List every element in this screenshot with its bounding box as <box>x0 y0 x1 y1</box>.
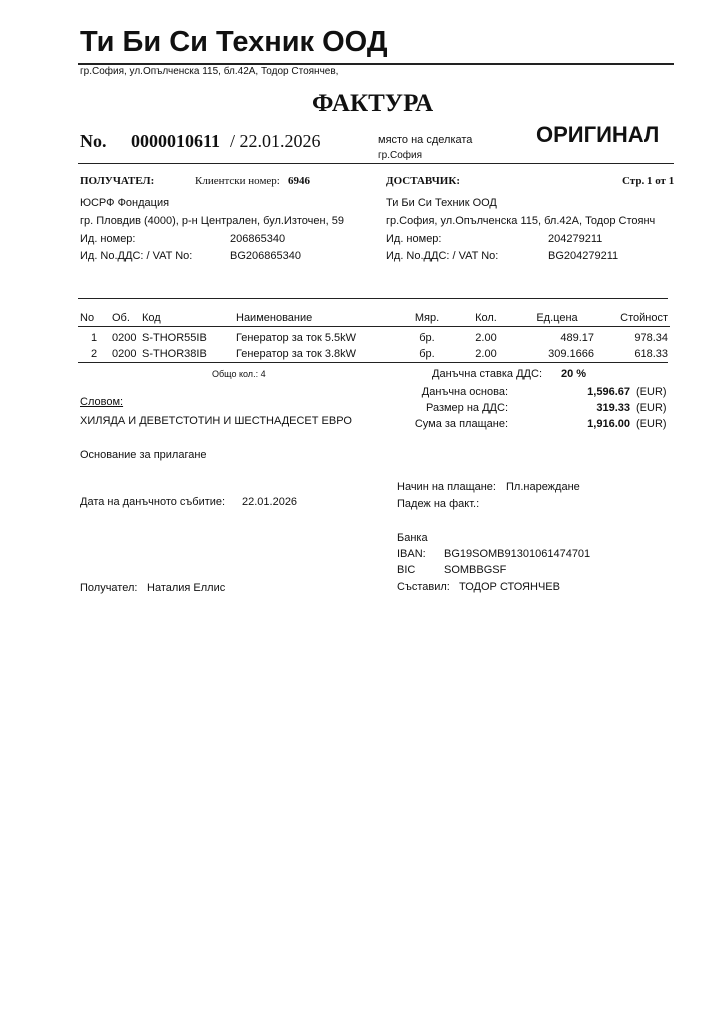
words-label: Словом: <box>80 396 124 408</box>
signature-author-label: Съставил: <box>397 581 450 593</box>
number-label: No. <box>80 131 107 151</box>
payment-method: Пл.нареждане <box>506 481 580 493</box>
tax-event-label: Дата на данъчното събитие: <box>80 496 226 508</box>
signature-recipient-label: Получател: <box>80 582 138 594</box>
tax-base: 1,596.67 <box>587 386 630 398</box>
recipient-vat-label: Ид. No.ДДС: / VAT No: <box>80 250 193 262</box>
bic: SOMBBGSF <box>444 564 507 576</box>
signature-recipient: Наталия Еллис <box>147 582 226 594</box>
recipient-address: гр. Пловдив (4000), р-н Централен, бул.Източен, 59 <box>80 215 344 227</box>
due-date-label: Падеж на факт.: <box>397 498 480 510</box>
total-quantity: Общо кол.: 4 <box>212 369 266 379</box>
row-total: 978.34 <box>634 332 668 344</box>
header-divider <box>78 63 674 65</box>
recipient-id-label: Ид. номер: <box>80 233 136 245</box>
row-ob: 0200 <box>112 348 137 360</box>
supplier-vat: BG204279211 <box>548 250 619 262</box>
tax-base-label: Данъчна основа: <box>421 386 508 398</box>
row-no: 1 <box>90 332 98 344</box>
currency-vat: (EUR) <box>636 402 667 414</box>
place-label: място на сделката <box>378 134 473 146</box>
table-row <box>78 330 670 346</box>
row-code: S-THOR38IB <box>142 348 207 360</box>
bic-label: BIC <box>397 564 416 576</box>
bank-label: Банка <box>397 532 428 544</box>
iban: BG19SOMB91301061474701 <box>444 548 591 560</box>
tax-event-date: 22.01.2026 <box>242 496 298 508</box>
row-unit: бр. <box>419 332 435 344</box>
total-sum: 1,916.00 <box>587 418 630 430</box>
col-ob: Об. <box>112 312 130 324</box>
recipient-id: 206865340 <box>230 233 286 245</box>
row-name: Генератор за ток 5.5kW <box>236 332 357 344</box>
invoice-date: / 22.01.2026 <box>230 131 321 151</box>
col-code: Код <box>142 312 161 324</box>
supplier-vat-label: Ид. No.ДДС: / VAT No: <box>386 250 499 262</box>
vat-amount-label: Размер на ДДС: <box>425 402 508 414</box>
place-value: гр.София <box>378 150 422 161</box>
recipient-label: ПОЛУЧАТЕЛ: <box>80 175 155 187</box>
supplier-address: гр.София, ул.Опълченска 115, бл.42А, Тодор Стоянч <box>386 215 656 227</box>
row-total: 618.33 <box>634 348 668 360</box>
row-qty: 2.00 <box>475 332 497 344</box>
row-qty: 2.00 <box>475 348 497 360</box>
row-unit: бр. <box>419 348 435 360</box>
vat-rate-label: Данъчна ставка ДДС: <box>432 368 542 380</box>
items-table <box>78 310 670 362</box>
col-unit: Мяр. <box>414 312 440 324</box>
row-no: 2 <box>90 348 98 360</box>
basis-label: Основание за прилагане <box>80 449 207 461</box>
total-sum-label: Сума за плащане: <box>414 418 508 430</box>
recipient-vat: BG206865340 <box>230 250 301 262</box>
invoice-number: 0000010611 <box>131 131 221 151</box>
client-number-label: Клиентски номер: <box>195 175 280 187</box>
vat-amount: 319.33 <box>596 402 630 414</box>
supplier-id-label: Ид. номер: <box>386 233 442 245</box>
table-header-row <box>78 310 670 327</box>
row-ob: 0200 <box>112 332 137 344</box>
currency-base: (EUR) <box>636 386 667 398</box>
col-name: Наименование <box>236 312 313 324</box>
company-name: Ти Би Си Техник ООД <box>80 26 388 58</box>
col-total: Стойност <box>620 312 668 324</box>
supplier-name: Ти Би Си Техник ООД <box>386 197 497 209</box>
signature-author: ТОДОР СТОЯНЧЕВ <box>459 581 560 593</box>
row-code: S-THOR55IB <box>142 332 207 344</box>
payment-method-label: Начин на плащане: <box>397 481 496 493</box>
iban-label: IBAN: <box>397 548 426 560</box>
row-price: 309.1666 <box>548 348 594 360</box>
currency-sum: (EUR) <box>636 418 667 430</box>
document-title: ФАКТУРА <box>312 90 434 117</box>
table-bottom-line <box>78 362 668 363</box>
original-stamp: ОРИГИНАЛ <box>536 122 660 147</box>
table-row <box>78 346 670 362</box>
amount-in-words: ХИЛЯДА И ДЕВЕТСТОТИН И ШЕСТНАДЕСЕТ ЕВРО <box>80 415 352 427</box>
row-price: 489.17 <box>560 332 594 344</box>
doc-divider <box>78 163 674 164</box>
col-qty: Кол. <box>475 312 497 324</box>
table-top-line <box>78 298 668 299</box>
recipient-name: ЮСРФ Фондация <box>80 197 170 209</box>
page-counter: Стр. 1 от 1 <box>622 175 675 187</box>
col-no: No <box>80 312 95 324</box>
client-number: 6946 <box>288 175 310 187</box>
col-price: Ед.цена <box>536 312 578 324</box>
vat-rate: 20 % <box>561 368 587 380</box>
row-name: Генератор за ток 3.8kW <box>236 348 357 360</box>
supplier-id: 204279211 <box>548 233 603 245</box>
company-address: гр.София, ул.Опълченска 115, бл.42А, Тодор Стоянчев, <box>80 66 339 77</box>
supplier-label: ДОСТАВЧИК: <box>386 175 460 187</box>
